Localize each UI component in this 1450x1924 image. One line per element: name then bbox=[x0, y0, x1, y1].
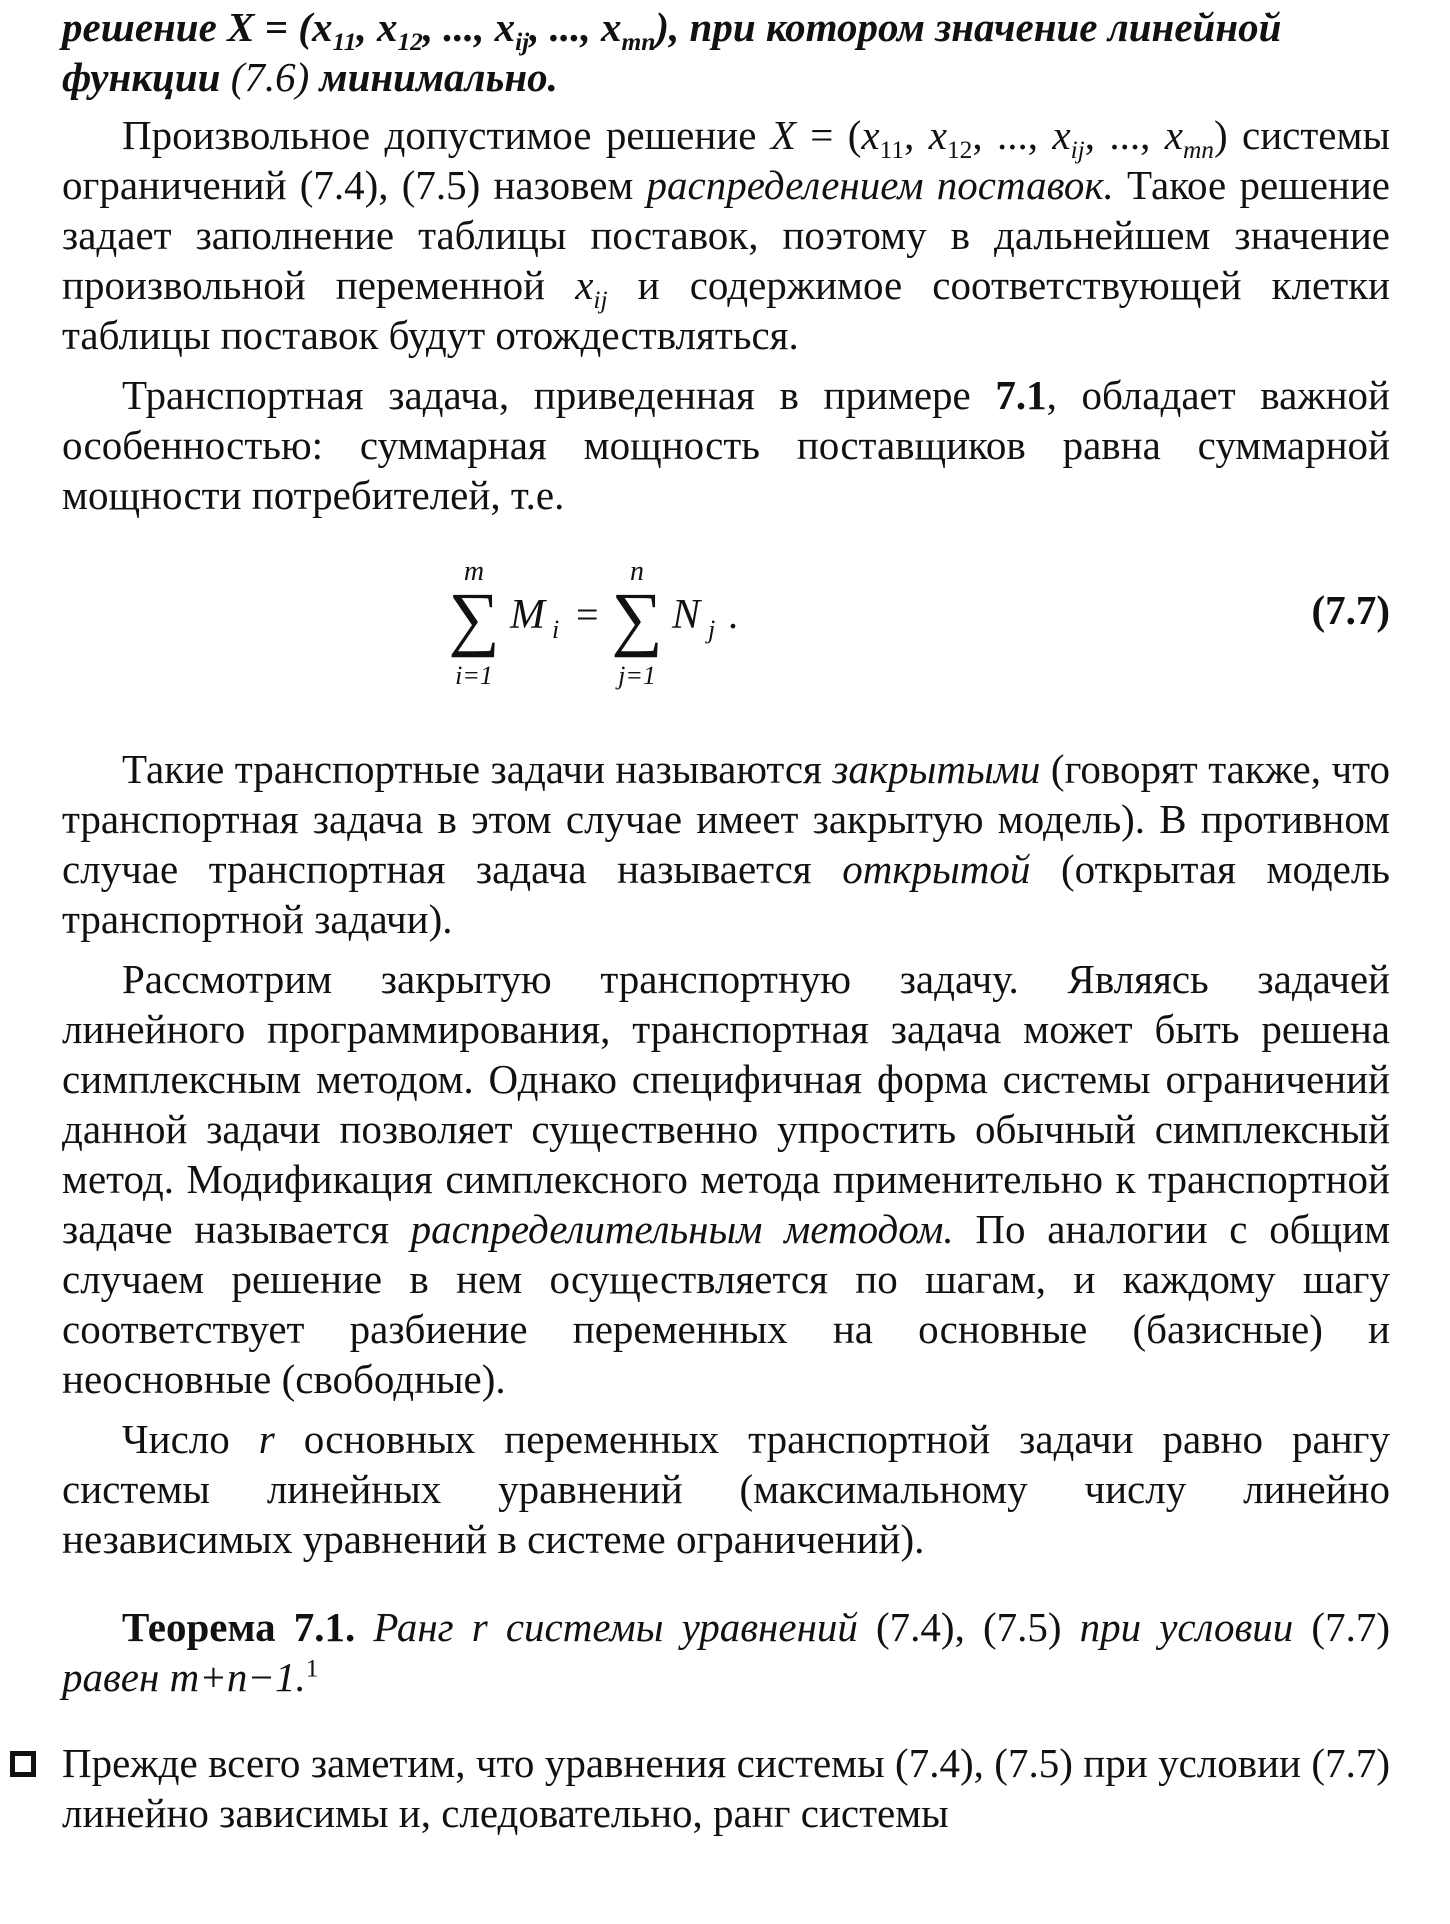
term-left-index: i bbox=[552, 615, 560, 644]
document-page bbox=[62, 0, 1390, 1838]
sum-right-lower: j=1 bbox=[618, 661, 656, 690]
paragraph-rank bbox=[62, 1414, 1390, 1564]
para-distribution-text-a: Произвольное допустимое решение $X = (x_{11}$, $x_{12}$, ..., $x_{ij}$, ..., $x_{mn}$) системы ограничений (7.4), (7.5) назовем bbox=[62, 112, 1390, 208]
sum-left-sigma: ∑ bbox=[448, 578, 500, 658]
term-right: N bbox=[672, 592, 701, 638]
paragraph-method bbox=[62, 954, 1390, 1404]
proof-block bbox=[62, 1738, 1390, 1838]
paragraph-distribution bbox=[62, 110, 1390, 360]
theorem-ref-a: (7.4), (7.5) bbox=[876, 1604, 1062, 1650]
formula-7-7 bbox=[62, 536, 1390, 706]
proof-text: Прежде всего заметим, что уравнения системы (7.4), (7.5) при условии (7.7) линейно зависимы и, следовательно, ранг системы bbox=[62, 1740, 1390, 1836]
para-feature-text-a: Транспортная задача, приведенная в примере bbox=[122, 372, 996, 418]
footnote-marker: 1 bbox=[305, 1654, 319, 1683]
equation-number: (7.7) bbox=[1311, 587, 1390, 633]
sum-left-upper: m bbox=[463, 556, 485, 587]
para-distribution-text-b: Такое решение задает заполнение таблицы поставок, поэтому в дальнейшем значение произвольной переменной $x_{ij}$ и содержимое соответствующей клетки таблицы поставок будут отождествляться. bbox=[62, 162, 1390, 358]
example-ref: 7.1 bbox=[995, 372, 1047, 418]
theorem-7-1 bbox=[62, 1602, 1390, 1702]
intro-line-2: функции (7.6) минимально. bbox=[62, 54, 558, 100]
para-feature-text-b: , обладает важной особенностью: суммарная мощность поставщиков равна суммарной мощности потребителей, т.е. bbox=[62, 372, 1390, 518]
sum-right-upper: n bbox=[630, 556, 644, 587]
term-right-index: j bbox=[708, 615, 716, 644]
para-rank-text-a: Число bbox=[122, 1416, 259, 1462]
term-closed: закрытыми bbox=[832, 746, 1041, 792]
paragraph-feature bbox=[62, 370, 1390, 520]
para-closed-text-a: Такие транспортные задачи называются bbox=[122, 746, 833, 792]
para-closed-text-b: (говорят также, что транспортная задача в этом случае имеет закрытую модель). В противном случае транспортная задача называется bbox=[62, 746, 1391, 892]
paragraph-closed bbox=[62, 744, 1390, 944]
para-closed-text-c: (открытая модель транспортной задачи). bbox=[62, 846, 1390, 942]
para-rank-text-b: основных переменных транспортной задачи равно рангу системы линейных уравнений (максимальному числу линейно независимых уравнений в системе ограничений). bbox=[62, 1416, 1390, 1562]
formula-end: . bbox=[728, 592, 738, 637]
term-distribution-method: распределительным методом. bbox=[410, 1206, 954, 1252]
theorem-text-a: Ранг r системы уравнений bbox=[355, 1604, 877, 1650]
theorem-ref-b: (7.7) bbox=[1311, 1604, 1390, 1650]
intro-line-1: решение $X = (x_{11}$, $x_{12}$, ..., $x_{ij}$, ..., $x_{mn}$), при котором значение линейной bbox=[62, 4, 1282, 57]
proof-paragraph bbox=[62, 1738, 1390, 1838]
sum-right-sigma: ∑ bbox=[611, 578, 663, 658]
term-open: открытой bbox=[842, 846, 1031, 892]
theorem-text-b: при условии bbox=[1061, 1604, 1312, 1650]
term-distribution: распределением поставок. bbox=[646, 162, 1114, 208]
theorem-label: Теорема 7.1. bbox=[122, 1604, 356, 1650]
equals-sign: = bbox=[576, 592, 599, 637]
para-method-text-b: По аналогии с общим случаем решение в нем осуществляется по шагам, и каждому шагу соответствует разбиение переменных на основные (базисные) и неосновные (свободные). bbox=[62, 1206, 1391, 1402]
sum-left-lower: i=1 bbox=[455, 661, 493, 690]
term-left: M bbox=[510, 592, 545, 638]
proof-start-square-icon bbox=[10, 1751, 36, 1777]
var-x: X bbox=[227, 4, 255, 50]
theorem-text-c: равен m+n−1. bbox=[62, 1654, 306, 1700]
intro-paragraph bbox=[62, 2, 1390, 102]
para-method-text-a: Рассмотрим закрытую транспортную задачу. Являясь задачей линейного программирования, транспортная задача может быть решена симплексным методом. Однако специфичная форма системы ограничений данной задачи позволяет существенно упростить обычный симплексный метод. Модификация симплексного метода применительно к транспортной задаче называется bbox=[62, 956, 1390, 1252]
formula-graphic bbox=[62, 536, 1390, 706]
var-r: r bbox=[258, 1416, 275, 1462]
